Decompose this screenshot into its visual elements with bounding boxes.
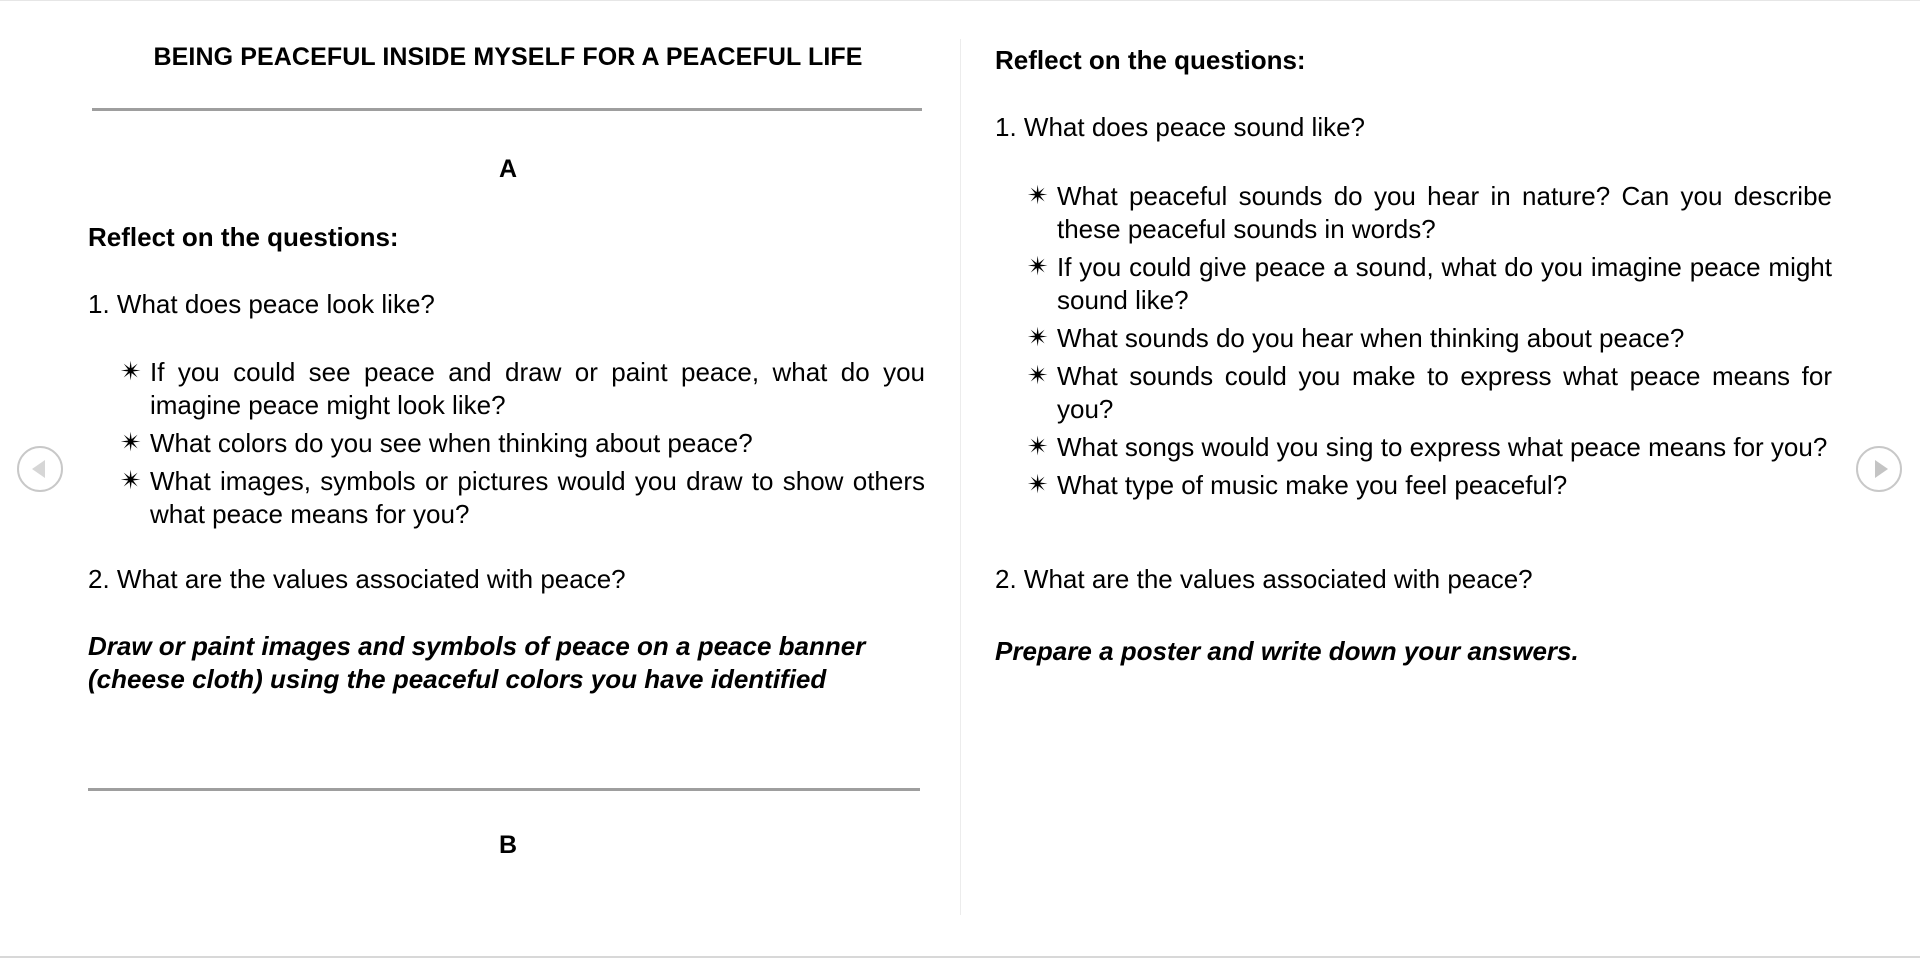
top-divider xyxy=(92,108,922,111)
list-item xyxy=(118,427,925,460)
list-item xyxy=(1025,322,1832,355)
asterisk-bullet-icon: ✴ xyxy=(1027,323,1049,353)
list-item-text: What peaceful sounds do you hear in nature? Can you describe these peaceful sounds in words? xyxy=(1057,181,1832,244)
asterisk-bullet-icon: ✴ xyxy=(1027,432,1049,462)
right-page xyxy=(995,39,1835,915)
asterisk-bullet-icon: ✴ xyxy=(120,357,142,387)
asterisk-bullet-icon: ✴ xyxy=(120,466,142,496)
reflect-heading: Reflect on the questions: xyxy=(995,45,1306,75)
list-item xyxy=(118,465,925,531)
asterisk-bullet-icon: ✴ xyxy=(1027,181,1049,211)
previous-page-button[interactable] xyxy=(17,446,63,492)
list-item xyxy=(1025,180,1832,246)
list-item xyxy=(1025,251,1832,317)
list-item-text: If you could see peace and draw or paint peace, what do you imagine peace might look like? xyxy=(150,357,925,420)
chevron-right-icon xyxy=(1875,460,1888,478)
next-page-button[interactable] xyxy=(1856,446,1902,492)
bottom-divider xyxy=(88,788,920,791)
section-label-b: B xyxy=(498,831,518,859)
left-page xyxy=(88,39,928,915)
instruction-text: Prepare a poster and write down your answers. xyxy=(995,636,1579,666)
list-item-text: What sounds could you make to express what peace means for you? xyxy=(1057,361,1832,424)
asterisk-bullet-icon: ✴ xyxy=(1027,361,1049,391)
list-item-text: What images, symbols or pictures would you draw to show others what peace means for you? xyxy=(150,466,925,529)
question-2: 2. What are the values associated with peace? xyxy=(88,564,626,594)
question-2: 2. What are the values associated with peace? xyxy=(995,564,1533,594)
list-item-text: What songs would you sing to express what peace means for you? xyxy=(1057,432,1828,462)
bullet-list xyxy=(1025,180,1832,507)
asterisk-bullet-icon: ✴ xyxy=(120,428,142,458)
bullet-list xyxy=(118,356,925,536)
list-item-text: What sounds do you hear when thinking about peace? xyxy=(1057,323,1685,353)
chevron-left-icon xyxy=(32,460,45,478)
question-1: 1. What does peace look like? xyxy=(88,289,435,319)
list-item-text: If you could give peace a sound, what do you imagine peace might sound like? xyxy=(1057,252,1832,315)
question-1: 1. What does peace sound like? xyxy=(995,112,1366,142)
list-item xyxy=(1025,431,1832,464)
asterisk-bullet-icon: ✴ xyxy=(1027,252,1049,282)
section-label-a: A xyxy=(498,155,518,183)
reflect-heading: Reflect on the questions: xyxy=(88,222,399,252)
list-item-text: What type of music make you feel peaceful? xyxy=(1057,470,1568,500)
list-item xyxy=(1025,360,1832,426)
list-item xyxy=(118,356,925,422)
list-item xyxy=(1025,469,1832,502)
instruction-text: Draw or paint images and symbols of peace on a peace banner (cheese cloth) using the peaceful colors you have identified xyxy=(88,631,866,694)
page-title: BEING PEACEFUL INSIDE MYSELF FOR A PEACEFUL LIFE xyxy=(153,43,863,71)
page-spine xyxy=(960,39,961,915)
asterisk-bullet-icon: ✴ xyxy=(1027,470,1049,500)
list-item-text: What colors do you see when thinking about peace? xyxy=(150,428,753,458)
